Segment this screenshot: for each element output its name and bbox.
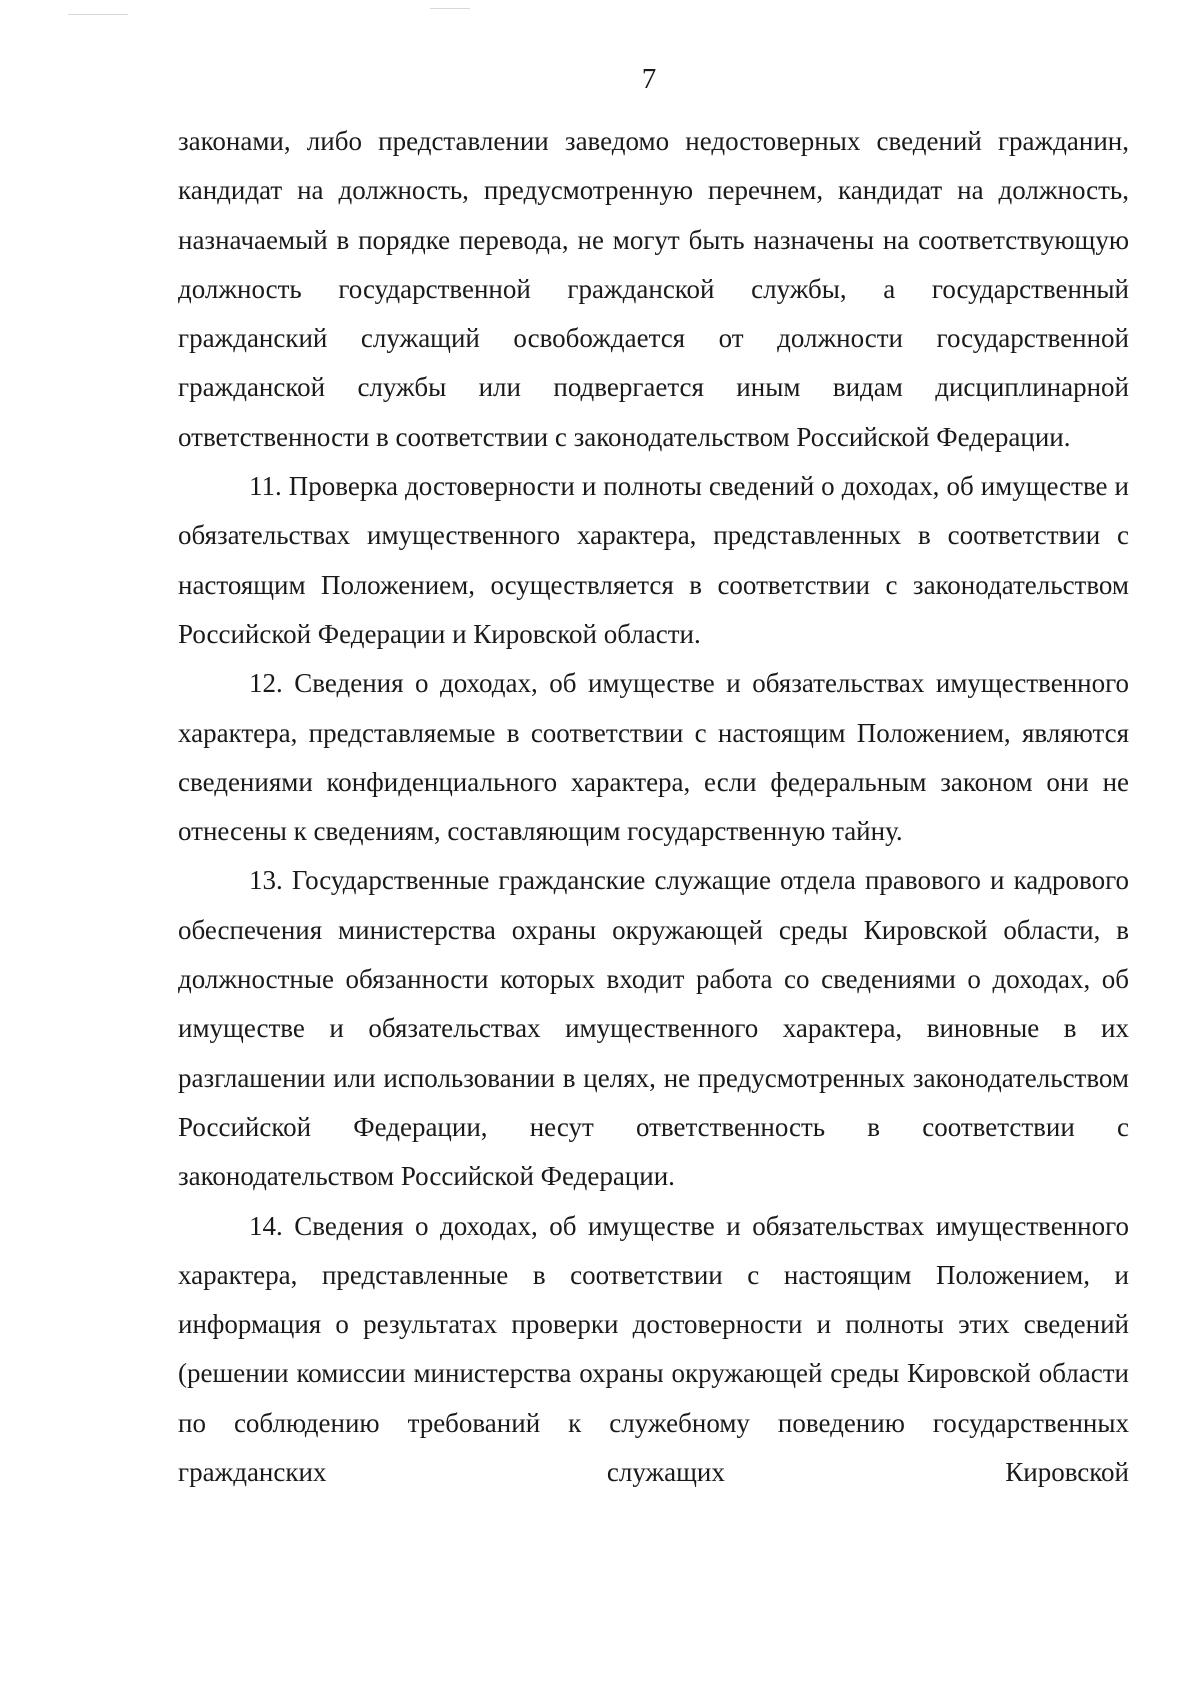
- document-body: [178, 117, 1129, 1497]
- page-number: 7: [641, 63, 657, 95]
- paragraph-11: [178, 462, 1129, 659]
- paragraph-text: Государственные гражданские служащие отдела правового и кадрового обеспечения министерства охраны окружающей среды Кировской области, в должностные обязанности которых входит работа со сведениями о доходах, об имуществе и обязательствах имущественного характера, виновные в их разглашении или использовании в целях, не предусмотренных законодательством Российской Федерации, несут ответственность в соответствии с законодательством Российской Федерации.: [178, 865, 1129, 1192]
- paragraph-text: Сведения о доходах, об имуществе и обязательствах имущественного характера, представленные в соответствии с настоящим Положением, и информация о результатах проверки достоверности и полноты этих сведений (решении комиссии министерства охраны окружающей среды Кировской области по соблюдению требований к служебному поведению государственных гражданских служащих Кировской: [178, 1210, 1130, 1488]
- paragraph-12: [178, 659, 1129, 856]
- paragraph-number: 14.: [249, 1210, 283, 1241]
- paragraph-number: 13.: [249, 865, 283, 896]
- paragraph-number: 12.: [249, 668, 283, 699]
- paragraph-text: законами, либо представлении заведомо недостоверных сведений гражданин, кандидат на должность, предусмотренную перечнем, кандидат на должность, назначаемый в порядке перевода, не могут быть назначены на соответствующую должность государственной гражданской службы, а государственный гражданский служащий освобождается от должности государственной гражданской службы или подвергается иным видам дисциплинарной ответственности в соответствии с законодательством Российской Федерации.: [178, 126, 1129, 452]
- paragraph-number: 11.: [249, 471, 282, 502]
- paragraph-text: Проверка достоверности и полноты сведений о доходах, об имуществе и обязательствах имущественного характера, представленных в соответствии с настоящим Положением, осуществляется в соответствии с законодательством Российской Федерации и Кировской области.: [178, 471, 1129, 649]
- scan-artifact-top-left: [68, 14, 128, 15]
- scan-artifact-top-center: [430, 8, 470, 9]
- paragraph-text: Сведения о доходах, об имуществе и обязательствах имущественного характера, представляемые в соответствии с настоящим Положением, являются сведениями конфиденциального характера, если федеральным законом они не отнесены к сведениям, составляющим государственную тайну.: [178, 668, 1130, 847]
- paragraph-14: [178, 1202, 1129, 1498]
- paragraph-13: [178, 856, 1129, 1201]
- paragraph-continuation: [178, 117, 1129, 462]
